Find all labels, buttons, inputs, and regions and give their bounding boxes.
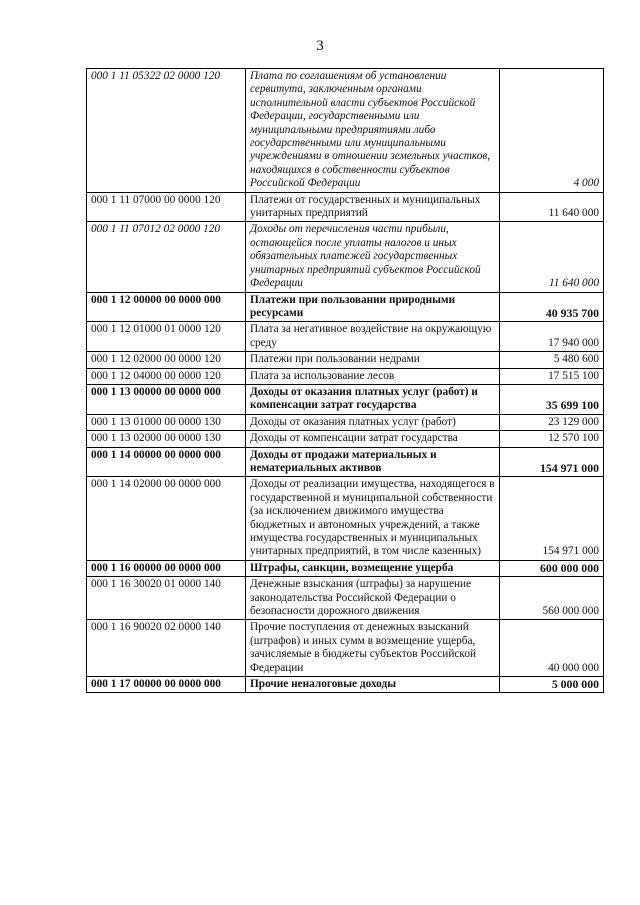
amount-cell: 11 640 000 bbox=[500, 192, 604, 222]
table-row bbox=[87, 677, 604, 693]
table-row bbox=[87, 292, 604, 322]
name-cell: Плата за использование лесов bbox=[246, 368, 500, 384]
code-cell: 000 1 11 07012 02 0000 120 bbox=[87, 222, 246, 292]
table-row bbox=[87, 620, 604, 677]
amount-cell: 12 570 100 bbox=[500, 431, 604, 447]
table-row bbox=[87, 384, 604, 414]
name-cell: Прочие поступления от денежных взысканий (штрафов) и иных сумм в возмещение ущерба, зачисляемые в бюджеты субъектов Российской Федерации bbox=[246, 620, 500, 677]
code-cell: 000 1 16 30020 01 0000 140 bbox=[87, 577, 246, 620]
table-row bbox=[87, 192, 604, 222]
name-cell: Платежи при пользовании природными ресурсами bbox=[246, 292, 500, 322]
code-cell: 000 1 12 02000 00 0000 120 bbox=[87, 352, 246, 368]
amount-cell: 4 000 bbox=[500, 69, 604, 193]
name-cell: Денежные взыскания (штрафы) за нарушение законодательства Российской Федерации о безопасности дорожного движения bbox=[246, 577, 500, 620]
name-cell: Прочие неналоговые доходы bbox=[246, 677, 500, 693]
amount-cell: 5 480 600 bbox=[500, 352, 604, 368]
name-cell: Доходы от перечисления части прибыли, остающейся после уплаты налогов и иных обязательных платежей государственных унитарных предприятий субъектов Российской Федерации bbox=[246, 222, 500, 292]
code-cell: 000 1 17 00000 00 0000 000 bbox=[87, 677, 246, 693]
code-cell: 000 1 12 01000 01 0000 120 bbox=[87, 322, 246, 352]
code-cell: 000 1 12 00000 00 0000 000 bbox=[87, 292, 246, 322]
amount-cell: 40 935 700 bbox=[500, 292, 604, 322]
table-row bbox=[87, 222, 604, 292]
table-row bbox=[87, 447, 604, 477]
name-cell: Доходы от оказания платных услуг (работ) и компенсации затрат государства bbox=[246, 384, 500, 414]
code-cell: 000 1 16 90020 02 0000 140 bbox=[87, 620, 246, 677]
page-number: 3 bbox=[316, 38, 324, 54]
code-cell: 000 1 11 05322 02 0000 120 bbox=[87, 69, 246, 193]
table-row bbox=[87, 414, 604, 430]
revenue-table bbox=[86, 68, 604, 693]
code-cell: 000 1 12 04000 00 0000 120 bbox=[87, 368, 246, 384]
name-cell: Доходы от компенсации затрат государства bbox=[246, 431, 500, 447]
name-cell: Доходы от реализации имущества, находящегося в государственной и муниципальной собственности (за исключением движимого имущества бюджетных и автономных учреждений, а также имущества государственных и муниципальных унитарных предприятий, в том числе казенных) bbox=[246, 477, 500, 560]
table-row bbox=[87, 477, 604, 560]
table-row bbox=[87, 352, 604, 368]
name-cell: Плата по соглашениям об установлении сервитута, заключенным органами исполнительной власти субъектов Российской Федерации, государственными или муниципальными предприятиями либо государственными или муниципальными учреждениями в отношении земельных участков, находящихся в собственности субъектов Российской Федерации bbox=[246, 69, 500, 193]
code-cell: 000 1 11 07000 00 0000 120 bbox=[87, 192, 246, 222]
amount-cell: 154 971 000 bbox=[500, 477, 604, 560]
amount-cell: 154 971 000 bbox=[500, 447, 604, 477]
amount-cell: 5 000 000 bbox=[500, 677, 604, 693]
name-cell: Доходы от оказания платных услуг (работ) bbox=[246, 414, 500, 430]
table-row bbox=[87, 322, 604, 352]
table-row bbox=[87, 560, 604, 576]
name-cell: Платежи при пользовании недрами bbox=[246, 352, 500, 368]
code-cell: 000 1 13 00000 00 0000 000 bbox=[87, 384, 246, 414]
amount-cell: 560 000 000 bbox=[500, 577, 604, 620]
name-cell: Штрафы, санкции, возмещение ущерба bbox=[246, 560, 500, 576]
amount-cell: 35 699 100 bbox=[500, 384, 604, 414]
name-cell: Платежи от государственных и муниципальных унитарных предприятий bbox=[246, 192, 500, 222]
table-row bbox=[87, 69, 604, 193]
table-row bbox=[87, 431, 604, 447]
amount-cell: 17 940 000 bbox=[500, 322, 604, 352]
code-cell: 000 1 13 02000 00 0000 130 bbox=[87, 431, 246, 447]
code-cell: 000 1 16 00000 00 0000 000 bbox=[87, 560, 246, 576]
amount-cell: 11 640 000 bbox=[500, 222, 604, 292]
amount-cell: 17 515 100 bbox=[500, 368, 604, 384]
name-cell: Плата за негативное воздействие на окружающую среду bbox=[246, 322, 500, 352]
amount-cell: 23 129 000 bbox=[500, 414, 604, 430]
table-row bbox=[87, 577, 604, 620]
code-cell: 000 1 13 01000 00 0000 130 bbox=[87, 414, 246, 430]
code-cell: 000 1 14 00000 00 0000 000 bbox=[87, 447, 246, 477]
table-row bbox=[87, 368, 604, 384]
amount-cell: 600 000 000 bbox=[500, 560, 604, 576]
amount-cell: 40 000 000 bbox=[500, 620, 604, 677]
name-cell: Доходы от продажи материальных и нематериальных активов bbox=[246, 447, 500, 477]
code-cell: 000 1 14 02000 00 0000 000 bbox=[87, 477, 246, 560]
